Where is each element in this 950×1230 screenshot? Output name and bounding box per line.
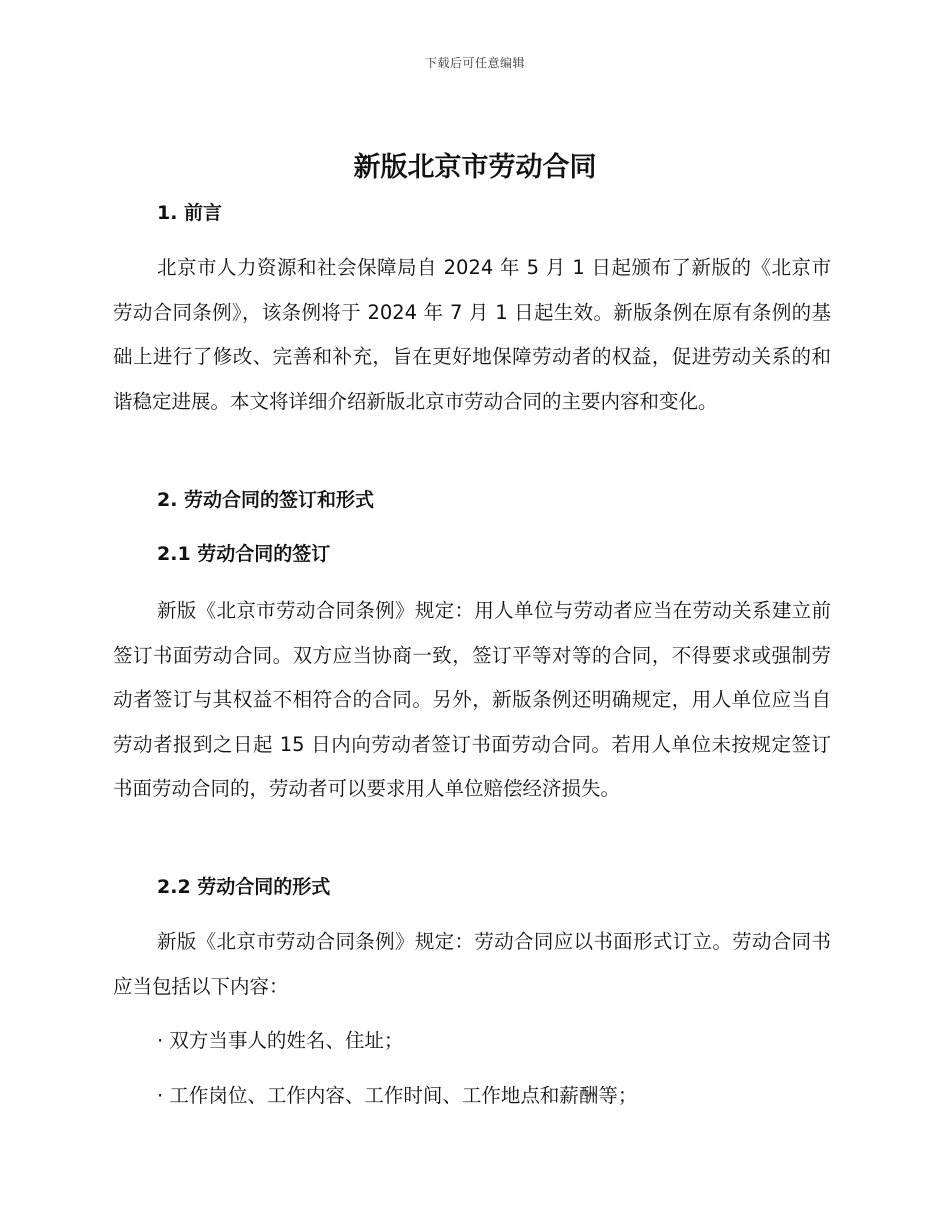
list-item: · 双方当事人的姓名、住址； <box>157 1029 404 1052</box>
section-heading-signing-and-form: 2. 劳动合同的签订和形式 <box>157 489 375 511</box>
subsection-heading-form: 2.2 劳动合同的形式 <box>157 876 331 898</box>
form-paragraph: 新版《北京市劳动合同条例》规定：劳动合同应以书面形式订立。劳动合同书应当包括以下内容： <box>113 930 831 998</box>
signing-paragraph: 新版《北京市劳动合同条例》规定：用人单位与劳动者应当在劳动关系建立前签订书面劳动合同。双方应当协商一致，签订平等对等的合同，不得要求或强制劳动者签订与其权益不相符合的合同。另外，新版条例还明确规定，用人单位应当自劳动者报到之日起 15 日内向劳动者签订书面劳动合同。若用人单位未按规定签订书面劳动合同的，劳动者可以要求用人单位赔偿经济损失。 <box>113 599 831 800</box>
document-title: 新版北京市劳动合同 <box>353 152 597 183</box>
list-item: · 工作岗位、工作内容、工作时间、工作地点和薪酬等； <box>157 1084 638 1107</box>
subsection-heading-signing: 2.1 劳动合同的签订 <box>157 543 331 565</box>
header-note: 下载后可任意编辑 <box>424 56 525 70</box>
section-heading-preface: 1. 前言 <box>157 202 223 224</box>
preface-paragraph: 北京市人力资源和社会保障局自 2024 年 5 月 1 日起颁布了新版的《北京市劳动合同条例》，该条例将于 2024 年 7 月 1 日起生效。新版条例在原有条例的基础上进行了修改、完善和补充，旨在更好地保障劳动者的权益，促进劳动关系的和谐稳定进展。本文将详细介绍新版北京市劳动合同的主要内容和变化。 <box>113 256 831 413</box>
